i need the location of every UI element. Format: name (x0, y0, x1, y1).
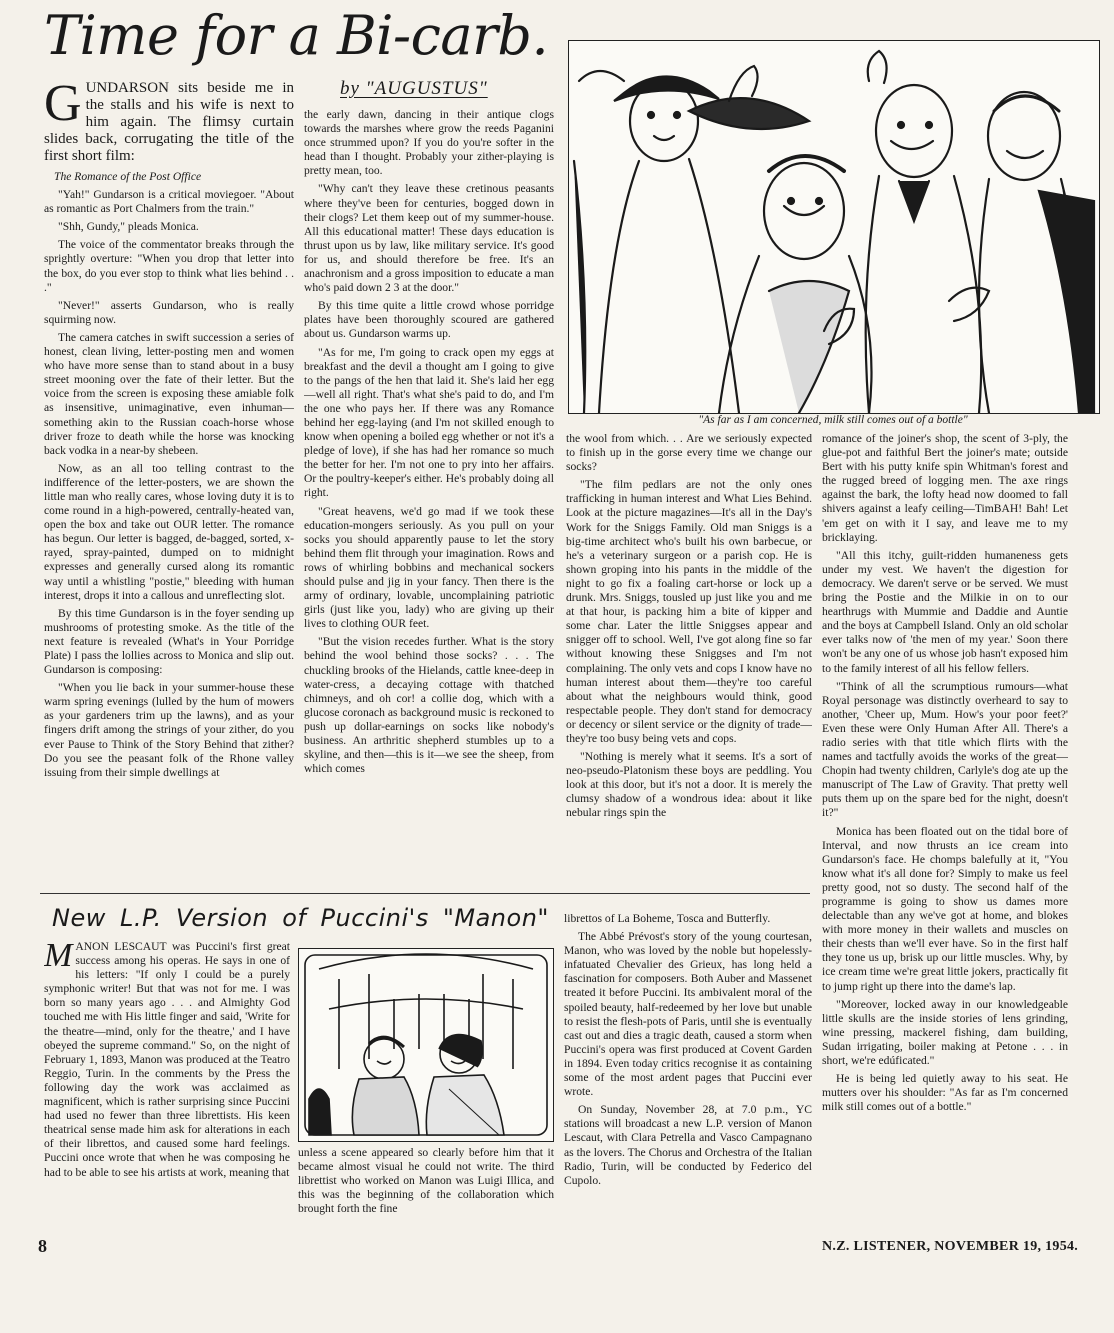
drop-cap: G (44, 75, 82, 132)
paragraph: "All this itchy, guilt-ridden humaneness gets under my vest. We haven't the digestion for democracy. We daren't serve or be served. We must bring the Postie and the Milkie in on to our hearthrugs with Mummie and Daddie and Auntie and the boys at Campbell Island. Only an old scholar ever talks now of 'the men of my year.' Soon there won't be any one of us whose job hasn't exposed him to the family interest of all his fellow fellers. (822, 548, 1068, 675)
manon-illustration (298, 948, 554, 1142)
article-column-3 (566, 432, 812, 892)
paragraph: "Never!" asserts Gundarson, who is really squirming now. (44, 298, 294, 326)
paragraph: Now, as an all too telling contrast to the indifference of the letter-posters, we are shown the little man who really cares, whose loving duty it is to come round in a high-powered, centrally-heated van, open the box and take out OUR letter. The romance has begun. Our letter is bagged, de-bagged, sorted, x-rayed, spray-painted, dumped on to midnight expresses and generally cursed along its romantic way until a whistling "postie," bleeding with human interest, drops it into a callous and unreflecting slot. (44, 461, 294, 602)
paragraph: The Abbé Prévost's story of the young courtesan, Manon, who was loved by the noble but hopelessly-infatuated Chevalier des Grieux, has long held a fascination for composers. Both Auber and Massenet treated it before Puccini. Its ambivalent moral of the spoiled beauty, half-redeemed by her love but unable to resist the flesh-pots of Paris, until she is eventually cast out and dies a tragic death, caused a storm when Puccini's opera was first produced at Covent Garden in 1894. Even today critics recognise it as containing some of the most ardent pages that Puccini ever wrote. (564, 930, 812, 1099)
paragraph: The Romance of the Post Office (54, 170, 202, 183)
page-number: 8 (38, 1236, 47, 1256)
paragraph: "Great heavens, we'd go mad if we took these education-mongers seriously. As you pull on your socks you should apparently pause to let the story behind them flit through your imagination. Rows and rows of whirling bobbins and mechanical sockers should pulse and jig in your fancy. Then there is the army of ordinary, lovable, uncomplaining patriotic girls (just like you, lady) who are giving up their lives to clothing OUR feet. (304, 504, 554, 631)
paragraph: "The film pedlars are not the only ones trafficking in human interest and What Lies Behind. Look at the picture magazines—It's all in the Day's Work for the Sniggs Family. Old man Sniggs is a big-time architect who's built his own barbecue, or he's a veterinary surgeon or a parish cop. He is shown groping into his pants in the middle of the night to go fix a foaling cart-horse or lock up a drunk. Mrs. Sniggs, tousled up just like you and me at that hour, is packing him a bite of kipper and some char. Later the little Sniggses appear and snigger off to school. Well, I've got along fine so far without knowing these Sniggses and I'm not complaining. The only vets and cops I know have no human interest about them—they're too careful about what the neighbours would think, good respectable people. They don't stand for democracy or decency or silent service or the dignity of trade—they're too busy being vets and cops. (566, 478, 812, 745)
lede-text: UNDARSON sits beside me in the stalls and his wife is next to him again. The flimsy curtain slides back, corrugating the title of the first short film: (44, 80, 294, 164)
manon-lede-text: ANON LESCAUT was Puccini's first great success among his operas. He says in one of his letters: "If only I could be a purely symphonic writer! But that was not for me. I was born so many years ago . . . and Almighty God touched me with His little finger and said, 'Write for the theatre—mind, only for the theatre,' and I have obeyed the supreme command." So, on the night of February 1, 1893, Manon was produced at the Teatro Reggio, Turin. In the comments by the Press the following day the work was acclaimed as magnificent, which is rather surprising since Puccini had used no fewer than three librettists. His keen theatrical sense made him ask for alterations in each of their librettos, and caused some hard feelings. Puccini once wrote that when he was composing he had to be able to see his artists at work, meaning that (44, 940, 290, 1179)
article-column-1 (44, 170, 294, 890)
article-lede (44, 75, 294, 165)
paragraph: "Why can't they leave these cretinous peasants where they've been for centuries, bogged down in their clogs? Let them keep out of my summer-house. All this educational matter! These days education is thrust upon us by law, like military service. It's good for us, and should therefore be free. It's an anachronism and a gross imposition to educate a man who's paid down 2 3 at the door." (304, 182, 554, 295)
manon-column-2 (298, 1146, 554, 1236)
paragraph: He is being led quietly away to his seat. He mutters over his shoulder: "As far as I'm concerned milk still comes out of a bottle." (822, 1072, 1068, 1114)
paragraph: "Yah!" Gundarson is a critical moviegoer. "About as romantic as Port Chalmers from the train." (44, 188, 294, 216)
article-illustration (568, 40, 1100, 414)
paragraph: By this time quite a little crowd whose porridge plates have been thoroughly scoured are gathered about us. Gundarson warms up. (304, 299, 554, 341)
paragraph (44, 940, 290, 1180)
opera-scene-icon (299, 949, 553, 1141)
paragraph: On Sunday, November 28, at 7.0 p.m., YC stations will broadcast a new L.P. version of Manon Lescaut, with Clara Petrella and Vasco Campagnano as the lovers. The Chorus and Orchestra of the Italian Radio, Turin, will be conducted by Federico del Cupolo. (564, 1103, 812, 1187)
paragraph: Monica has been floated out on the tidal bore of Interval, and now thrusts an ice cream into Gundarson's face. He chomps balefully at it, "You know what it's all done for? Simply to make us feel pretty good, not so dusty. The second half of the programme is going to show us dames more delectable than any we've got at home, and blokes with more money in their wallets and muscles on their chests than we'll ever have. So in the first half they tone us up, brisk up our little muscles. Why, by ice cream time we're great little jokers, practically fit to jump right up there into the dame's lap. (822, 824, 1068, 993)
manon-headline: New L.P. Version of Puccini's "Manon" (52, 904, 549, 932)
paragraph: librettos of La Boheme, Tosca and Butterfly. (564, 912, 771, 925)
article-column-2 (304, 108, 554, 890)
paragraph: romance of the joiner's shop, the scent of 3-ply, the glue-pot and faithful Bert the joiner's mate; outside Bert with his putty knife spin Whitman's forest and the rugged breed of logging men. The axe rings against the bark, the lofty head now doomed to fall shivers against a leafy ceiling—TimBAH! Bah! Let 'em get on with it I say, and leave me to my bricklaying. (822, 432, 1068, 544)
paragraph: unless a scene appeared so clearly before him that it became almost visual he could not write. The third librettist who worked on Manon was Luigi Illica, and this was the beginning of the collaboration which brought forth the fine (298, 1146, 554, 1216)
publication-footer: N.Z. LISTENER, NOVEMBER 19, 1954. (822, 1239, 1079, 1254)
paragraph: The camera catches in swift succession a series of honest, clean living, letter-posting men and women who have more sense than to stand about in a busy street mooning over the fate of their letter. But the voice from the screen is exposing these amiable folk as insensitive, unimaginative, even inhuman—something akin to the Russian coach-horse whose driver froze to death while the horse was knocking back vodka in a near-by shebeen. (44, 330, 294, 457)
crowd-sketch-icon (569, 41, 1099, 413)
paragraph: "Think of all the scrumptious rumours—what Royal personage was distinctly overheard to say to another, 'Cheer up, Mum. How's your poor feet?' Even these were Only Human After All. There's a radio series with that title which flirts with the names and tactfully avoids the works of the great—Chopin had twenty children, Carlyle's dog ate up the manuscript of The Law of Gravity. That pretty well puts them up on the spare bed for the night, doesn't it?" (822, 679, 1068, 820)
article-title: Time for a Bi-carb. (44, 4, 549, 67)
paragraph: "Moreover, locked away in our knowledgeable little skulls are the inside stories of lens grinding, wine pressing, mackerel fishing, dam building, Sudan irrigating, boiler making at Petone . . . in short, we're edúficated." (822, 997, 1068, 1068)
paragraph: the early dawn, dancing in their antique clogs towards the marshes where grow the reeds Paganini once strummed upon? If you do you're softer in the head than I thought. Probably your zither-playing is pretty mean, too. (304, 108, 554, 178)
paragraph: "When you lie back in your summer-house these warm spring evenings (lulled by the hum of mowers as your gardeners trim up the lawns), and as your fingers drift among the strings of your zither, do you ever Pause to Think of the Story Behind that zither? Do you see the peasant folk of the Rhone valley issuing from their simple dwellings at (44, 681, 294, 779)
paragraph: The voice of the commentator breaks through the sprightly overture: "When you drop that letter into the box, do you ever stop to think what lies behind . . ." (44, 238, 294, 294)
paragraph: "But the vision recedes further. What is the story behind the wool behind those socks? . . . The chuckling brooks of the Hielands, cattle knee-deep in water-cress, a decaying cottage with thatched chimneys, and oh cor! a collie dog, which with a glucose coronach as background music is reckoned to push up dollar-earnings on socks like nobody's business. An arthritic shepherd stumbles up to a skyline, and then—this is it—we see the sheep, from which comes (304, 635, 554, 776)
article-column-4 (822, 432, 1068, 1232)
paragraph: "Shh, Gundy," pleads Monica. (58, 220, 199, 234)
illustration-caption: "As far as I am concerned, milk still comes out of a bottle" (698, 414, 968, 426)
paragraph: the wool from which. . . Are we seriously expected to finish up in the gorse every time we change our socks? (566, 432, 812, 474)
drop-cap: M (44, 940, 73, 974)
paragraph: "Nothing is merely what it seems. It's a sort of neo-pseudo-Platonism these boys are peddling. You look at this door, but it's not a door. It is merely the clumsy shadow of a wondrous idea: about it like nebular rings spin the (566, 750, 812, 820)
byline: by "AUGUSTUS" (340, 78, 488, 99)
paragraph: "As for me, I'm going to crack open my eggs at breakfast and the devil a thought am I going to give to the pangs of the hen that laid it. She's laid her egg—well all right. That's what she's paid to do, and I'm the one who pays her. If there was any Romance behind her egg-laying (and I'm not skilled enough to know when opening a boiled egg whether or not it's a pledge of love), if she has had her romance so much the better for her. I'm not one to pry into her affairs. Or the poultry-keeper's either. He's probably doing all right. (304, 345, 554, 500)
paragraph: By this time Gundarson is in the foyer sending up mushrooms of protesting smoke. As the title of the next feature is revealed (What's in Your Porridge Plate) I pass the lollies across to Monica and slip out. Gundarson is composing: (44, 606, 294, 677)
manon-column-3 (564, 912, 812, 1232)
manon-column-1 (44, 940, 290, 1230)
section-divider (40, 893, 810, 894)
